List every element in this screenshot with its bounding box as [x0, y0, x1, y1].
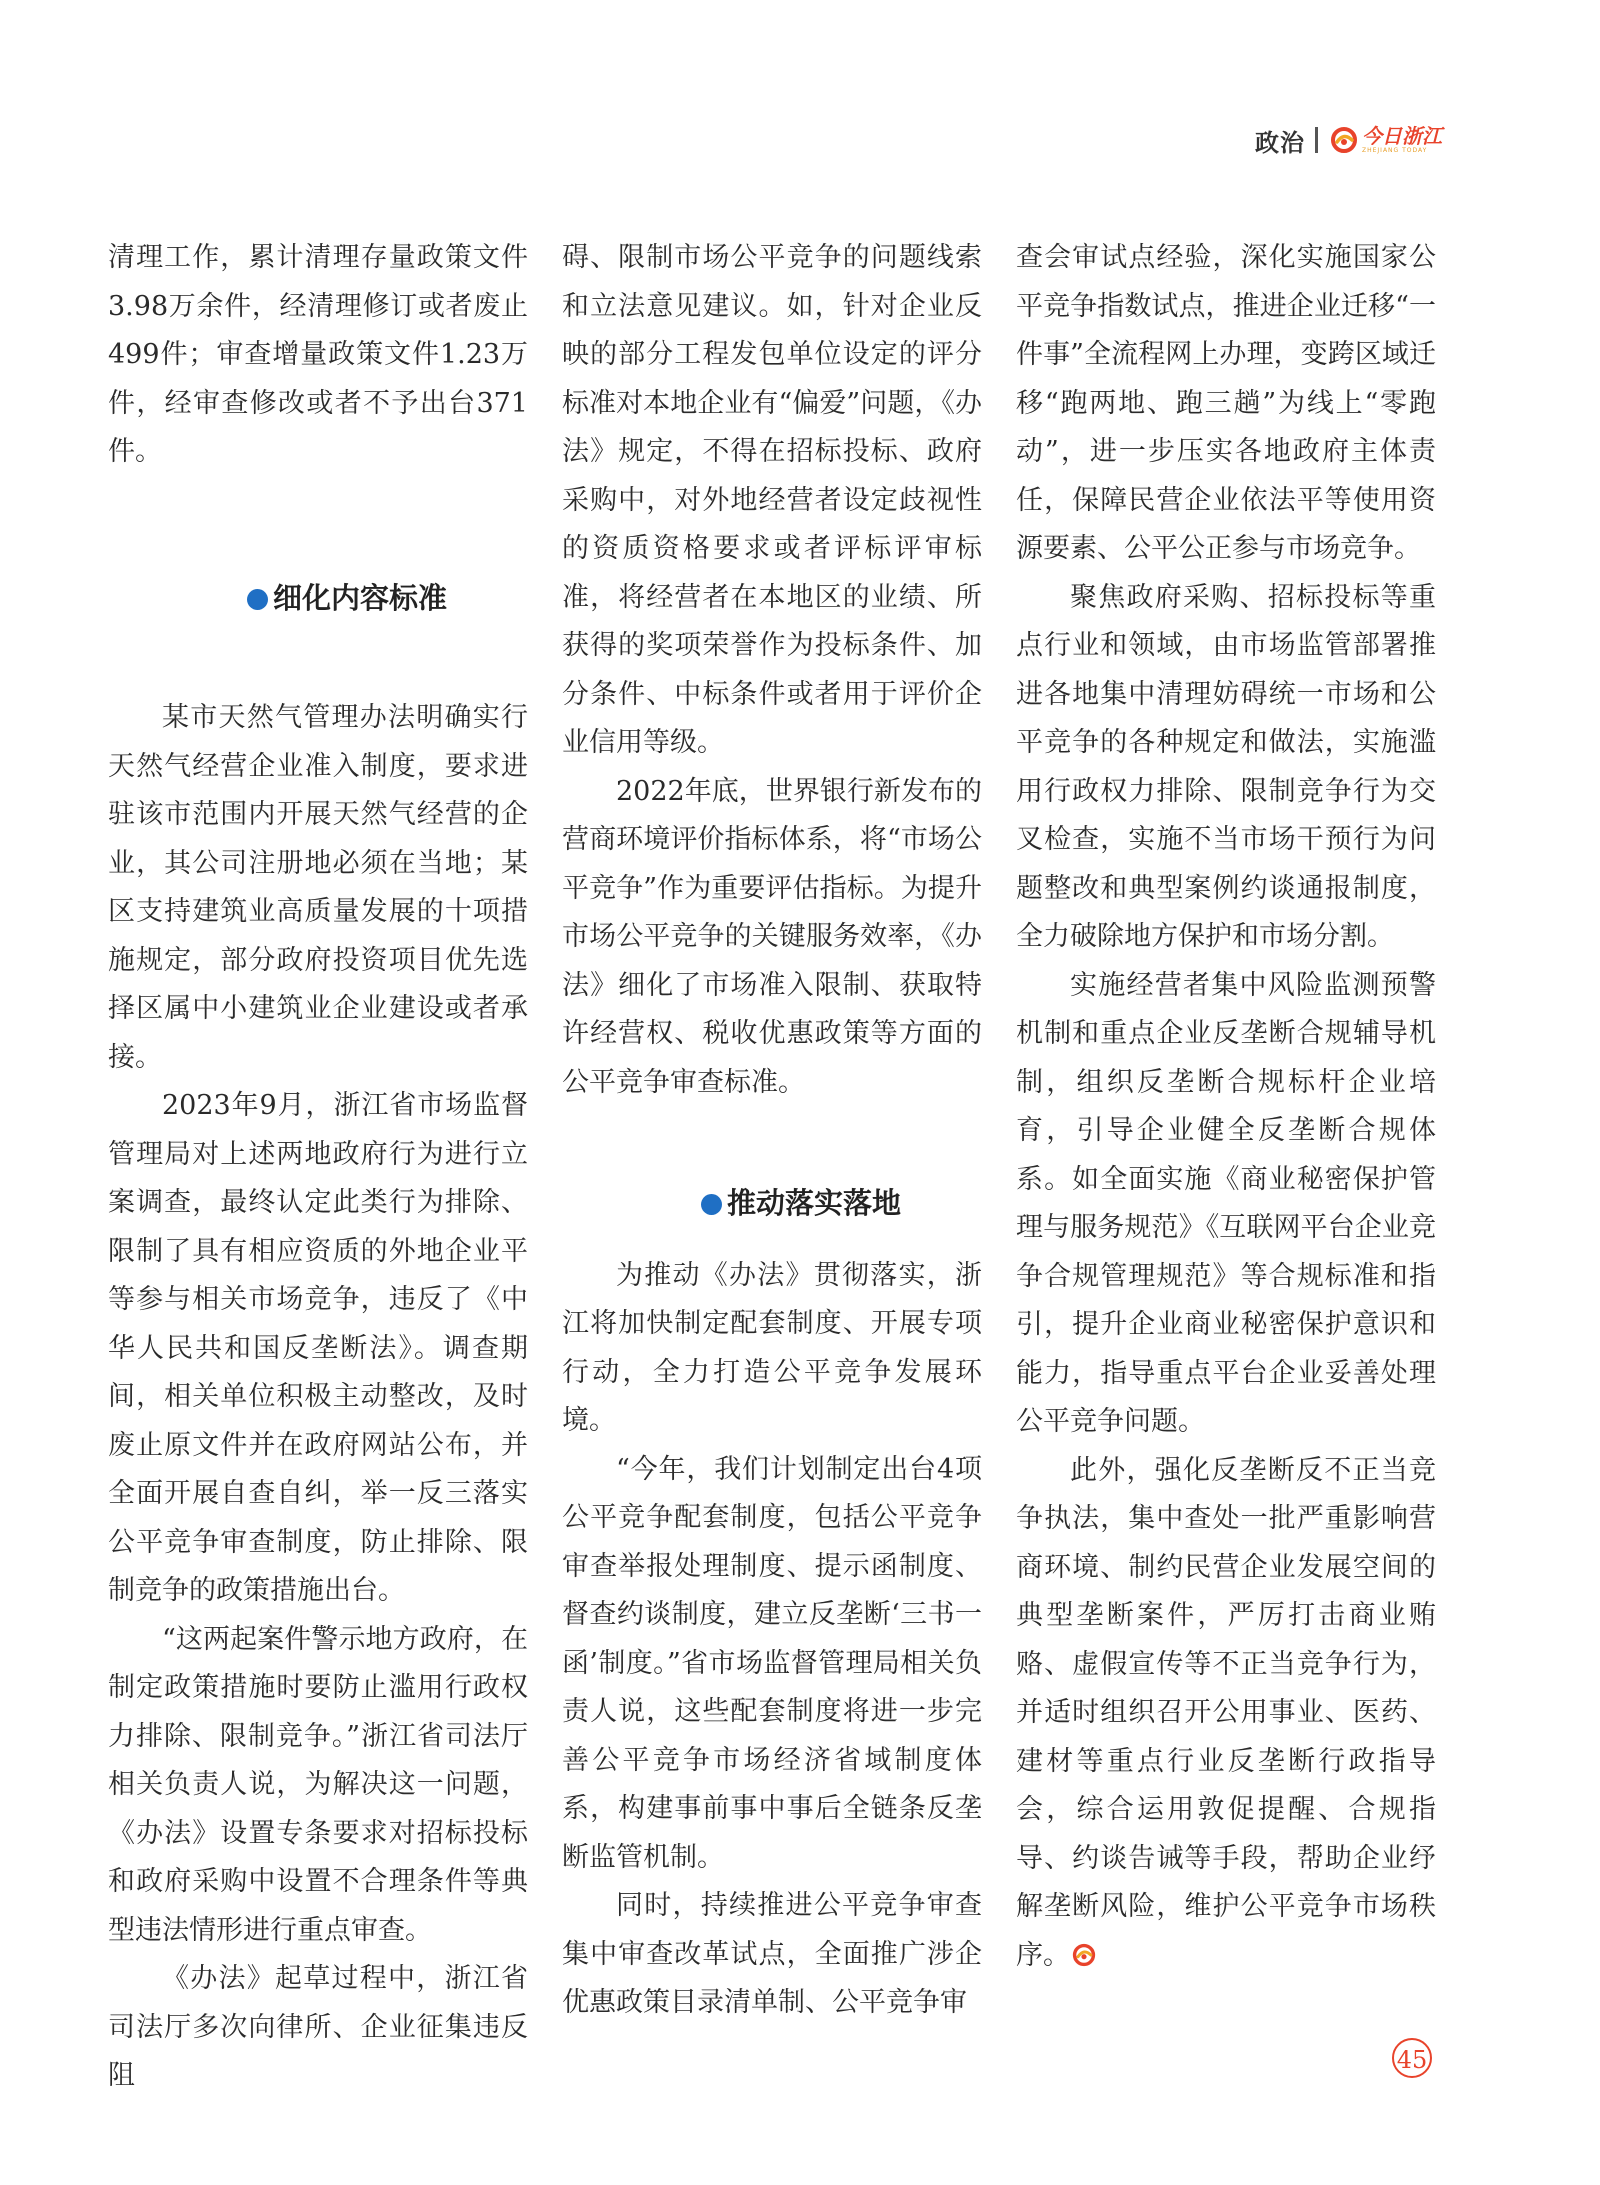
paragraph: 2023年9月，浙江省市场监督管理局对上述两地政府行为进行立案调查，最终认定此类行为排除、限制了具有相应资质的外地企业平等参与相关市场竞争，违反了《中华人民共和国反垄断法》。调查期间，相关单位积极主动整改，及时废止原文件并在政府网站公布，并全面开展自查自纠，举一反三落实公平竞争审查制度，防止排除、限制竞争的政策措施出台。 — [108, 1090, 528, 1606]
logo-english-text: ZHEJIANG TODAY — [1362, 147, 1428, 154]
heading-text: 推动落实落地 — [726, 1186, 901, 1220]
article-end-logo-icon — [1072, 1943, 1096, 1967]
bullet-dot-icon — [247, 589, 268, 610]
page-header — [1255, 118, 1442, 162]
paragraph: 碍、限制市场公平竞争的问题线索和立法意见建议。如，针对企业反映的部分工程发包单位设定的评分标准对本地企业有“偏爱”问题，《办法》规定，不得在招标投标、政府采购中，对外地经营者设定歧视性的资质资格要求或者评标评审标准，将经营者在本地区的业绩、所获得的奖项荣誉作为投标条件、加分条件、中标条件或者用于评价企业信用等级。 — [562, 242, 982, 758]
bullet-dot-icon — [701, 1194, 722, 1215]
zhejiang-today-logo-icon — [1330, 126, 1358, 154]
paragraph: 为推动《办法》贯彻落实，浙江将加快制定配套制度、开展专项行动，全力打造公平竞争发展环境。 — [562, 1259, 982, 1436]
magazine-logo — [1330, 126, 1442, 154]
section-heading-refine-standards — [108, 574, 528, 623]
page-number: 45 — [1392, 2038, 1432, 2078]
column-1 — [108, 234, 528, 2101]
heading-text: 细化内容标准 — [272, 580, 447, 615]
paragraph: 《办法》起草过程中，浙江省司法厅多次向律所、企业征集违反阻 — [108, 1963, 528, 2091]
paragraph: “这两起案件警示地方政府，在制定政策措施时要防止滥用行政权力排除、限制竞争。”浙江省司法厅相关负责人说，为解决这一问题，《办法》设置专条要求对招标投标和政府采购中设置不合理条件等典型违法情形进行重点审查。 — [108, 1623, 528, 1946]
paragraph-text: 此外，强化反垄断反不正当竞争执法，集中查处一批严重影响营商环境、制约民营企业发展空间的典型垄断案件，严厉打击商业贿赂、虚假宣传等不正当竞争行为，并适时组织召开公用事业、医药、建材等重点行业反垄断行政指导会，综合运用敦促提醒、合规指导、约谈告诫等手段，帮助企业纾解垄断风险，维护公平竞争市场秩序。 — [1016, 1454, 1436, 1971]
section-name: 政治 — [1255, 128, 1305, 157]
column-3 — [1016, 234, 1436, 1980]
paragraph: “今年，我们计划制定出台4项公平竞争配套制度，包括公平竞争审查举报处理制度、提示函制度、督查约谈制度，建立反垄断‘三书一函’制度。”省市场监督管理局相关负责人说，这些配套制度将进一步完善公平竞争市场经济省域制度体系，构建事前事中事后全链条反垄断监管机制。 — [562, 1453, 982, 1873]
paragraph — [1016, 1447, 1436, 1981]
paragraph: 实施经营者集中风险监测预警机制和重点企业反垄断合规辅导机制，组织反垄断合规标杆企业培育，引导企业健全反垄断合规体系。如全面实施《商业秘密保护管理与服务规范》《互联网平台企业竞争合规管理规范》等合规标准和指引，提升企业商业秘密保护意识和能力，指导重点平台企业妥善处理公平竞争问题。 — [1016, 969, 1436, 1437]
header-divider — [1315, 127, 1318, 153]
section-heading-implementation — [562, 1179, 982, 1228]
paragraph: 清理工作，累计清理存量政策文件3.98万余件，经清理修订或者废止499件；审查增量政策文件1.23万件，经审查修改或者不予出台371件。 — [108, 242, 528, 467]
paragraph: 某市天然气管理办法明确实行天然气经营企业准入制度，要求进驻该市范围内开展天然气经营的企业，其公司注册地必须在当地；某区支持建筑业高质量发展的十项措施规定，部分政府投资项目优先选择区属中小建筑业企业建设或者承接。 — [108, 702, 528, 1073]
paragraph: 聚焦政府采购、招标投标等重点行业和领域，由市场监管部署推进各地集中清理妨碍统一市场和公平竞争的各种规定和做法，实施滥用行政权力排除、限制竞争行为交叉检查，实施不当市场干预行为问题整改和典型案例约谈通报制度，全力破除地方保护和市场分割。 — [1016, 581, 1436, 952]
paragraph: 同时，持续推进公平竞争审查集中审查改革试点，全面推广涉企优惠政策目录清单制、公平竞争审 — [562, 1890, 982, 2018]
logo-chinese-text: 今日浙江 — [1362, 124, 1442, 148]
paragraph: 2022年底，世界银行新发布的营商环境评价指标体系，将“市场公平竞争”作为重要评估指标。为提升市场公平竞争的关键服务效率，《办法》细化了市场准入限制、获取特许经营权、税收优惠政策等方面的公平竞争审查标准。 — [562, 775, 982, 1098]
column-2 — [562, 234, 982, 2028]
paragraph: 查会审试点经验，深化实施国家公平竞争指数试点，推进企业迁移“一件事”全流程网上办理，变跨区域迁移“跑两地、跑三趟”为线上“零跑动”，进一步压实各地政府主体责任，保障民营企业依法平等使用资源要素、公平公正参与市场竞争。 — [1016, 242, 1436, 564]
